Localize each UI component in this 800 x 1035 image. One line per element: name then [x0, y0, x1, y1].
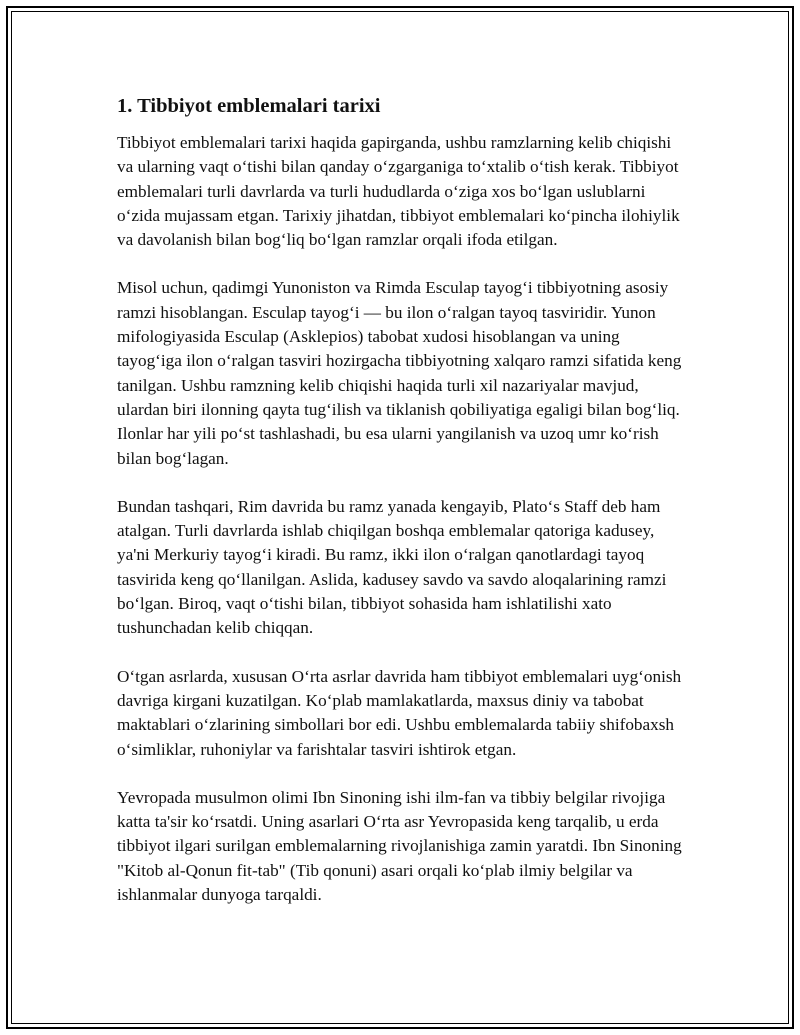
paragraph-asclepius-staff: Misol uchun, qadimgi Yunoniston va Rimda Esculap tayogʻi tibbiyotning asosiy ramzi hisoblangan. Esculap tayogʻi — bu ilon oʻralgan tayoq tasviridir. Yunon mifologiyasida Esculap (Asklepios) tabobat xudosi hisoblangan va uning tayogʻiga ilon oʻralgan tasviri hozirgacha tibbiyotning xalqaro ramzi sifatida keng tanilgan. Ushbu ramzning kelib chiqishi haqida turli xil nazariyalar mavjud, ulardan biri ilonning qayta tugʻilish va tiklanish qobiliyatiga egaligi bilan bogʻliq. Ilonlar har yili poʻst tashlashadi, bu esa ularni yangilanish va uzoq umr koʻrish bilan bogʻlagan.: [117, 278, 682, 468]
paragraph-caduceus: Bundan tashqari, Rim davrida bu ramz yanada kengayib, Platoʻs Staff deb ham atalgan. Turli davrlarda ishlab chiqilgan boshqa emblemalar qatoriga kadusey, ya'ni Merkuriy tayogʻi kiradi. Bu ramz, ikki ilon oʻralgan qanotlardagi tayoq tasvirida keng qoʻllanilgan. Aslida, kadusey savdo va savdo aloqalarining ramzi boʻlgan. Biroq, vaqt oʻtishi bilan, tibbiyot sohasida ham ishlatilishi xato tushunchadan kelib chiqqan.: [117, 496, 667, 638]
section-heading: 1. Tibbiyot emblemalari tarixi: [117, 95, 381, 117]
paragraph-ibn-sino: Yevropada musulmon olimi Ibn Sinoning ishi ilm-fan va tibbiy belgilar rivojiga katta ta'sir koʻrsatdi. Uning asarlari Oʻrta asr Yevropasida keng tarqalib, u erda tibbiyot ilgari surilgan emblemalarning rivojlanishiga zamin yaratdi. Ibn Sinoning "Kitob al-Qonun fit-tab" (Tib qonuni) asari orqali koʻplab ilmiy belgilar va ishlanmalar dunyoga tarqaldi.: [117, 787, 682, 905]
paragraph-middle-ages: Oʻtgan asrlarda, xususan Oʻrta asrlar davrida ham tibbiyot emblemalari uygʻonish davriga kirgani kuzatilgan. Koʻplab mamlakatlarda, maxsus diniy va tabobat maktablari oʻzlarining simbollari bor edi. Ushbu emblemalarda tabiiy shifobaxsh oʻsimliklar, ruhoniylar va farishtalar tasviri ishtirok etgan.: [117, 666, 682, 759]
document-body: [117, 91, 683, 931]
paragraph-emblem-history-intro: Tibbiyot emblemalari tarixi haqida gapirganda, ushbu ramzlarning kelib chiqishi va ularning vaqt oʻtishi bilan qanday oʻzgarganiga toʻxtalib oʻtish kerak. Tibbiyot emblemalari turli davrlarda va turli hududlarda oʻziga xos boʻlgan uslublarni oʻzida mujassam etgan. Tarixiy jihatdan, tibbiyot emblemalari koʻpincha ilohiylik va davolanish bilan bogʻliq boʻlgan ramzlar orqali ifoda etilgan.: [117, 133, 680, 250]
